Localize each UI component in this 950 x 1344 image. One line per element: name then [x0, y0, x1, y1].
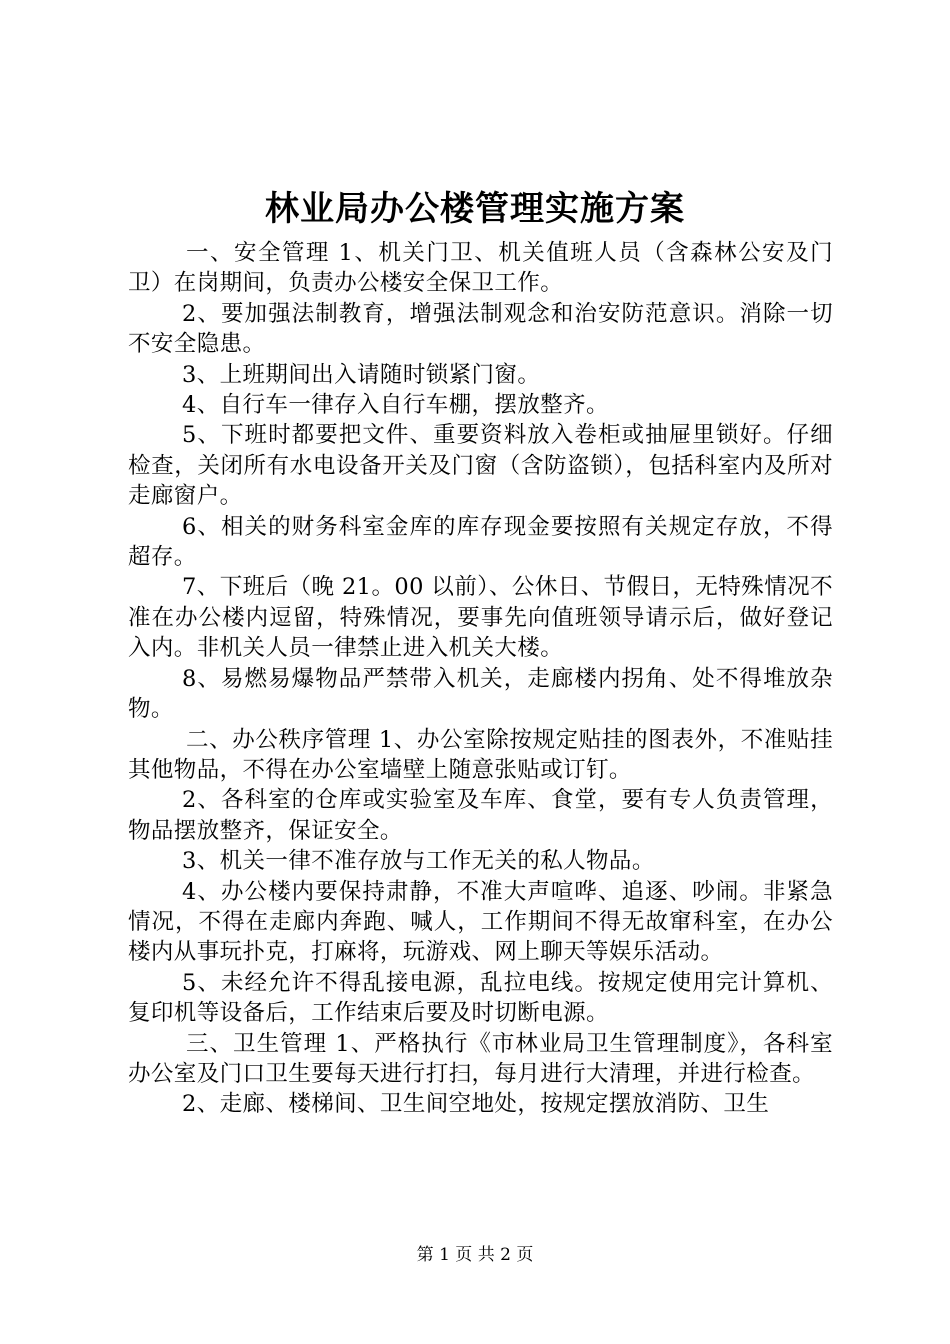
paragraph-item-2: 2、要加强法制教育，增强法制观念和治安防范意识。消除一切不安全隐患。 [128, 300, 833, 358]
paragraph-item-2: 2、各科室的仓库或实验室及车库、食堂，要有专人负责管理，物品摆放整齐，保证安全。 [128, 787, 833, 844]
paragraph-item-6: 6、相关的财务科室金库的库存现金要按照有关规定存放，不得超存。 [128, 513, 833, 571]
paragraph-item-5: 5、下班时都要把文件、重要资料放入卷柜或抽屉里锁好。仔细检查，关闭所有水电设备开关及门窗（含防盗锁），包括科室内及所对走廊窗户。 [128, 422, 833, 510]
paragraph-section-2-item-1: 二、办公秩序管理 1、办公室除按规定贴挂的图表外，不准贴挂其他物品，不得在办公室墙壁上随意张贴或订钉。 [128, 726, 833, 783]
paragraph-item-3: 3、机关一律不准存放与工作无关的私人物品。 [182, 848, 655, 875]
page-number-footer: 第 1 页 共 2 页 [416, 1245, 534, 1265]
paragraph-item-4: 4、办公楼内要保持肃静，不准大声喧哗、追逐、吵闹。非紧急情况，不得在走廊内奔跑、喊人，工作期间不得无故窜科室，在办公楼内从事玩扑克，打麻将，玩游戏、网上聊天等娱乐活动。 [128, 878, 833, 966]
document-body [128, 238, 833, 1120]
paragraph-item-2: 2、走廊、楼梯间、卫生间空地处，按规定摆放消防、卫生 [182, 1091, 770, 1118]
paragraph-item-8: 8、易燃易爆物品严禁带入机关，走廊楼内拐角、处不得堆放杂物。 [128, 665, 833, 723]
document-title: 林业局办公楼管理实施方案 [265, 189, 685, 229]
paragraph-item-7: 7、下班后（晚 21。00 以前）、公休日、节假日，无特殊情况不准在办公楼内逗留，特殊情况，要事先向值班领导请示后，做好登记入内。非机关人员一律禁止进入机关大楼。 [128, 574, 833, 662]
paragraph-section-1-item-1: 一、安全管理 1、机关门卫、机关值班人员（含森林公安及门卫）在岗期间，负责办公楼安全保卫工作。 [128, 240, 833, 297]
paragraph-item-5: 5、未经允许不得乱接电源，乱拉电线。按规定使用完计算机、复印机等设备后，工作结束后要及时切断电源。 [128, 969, 833, 1027]
paragraph-item-3: 3、上班期间出入请随时锁紧门窗。 [182, 361, 541, 388]
paragraph-section-3-item-1: 三、卫生管理 1、严格执行《市林业局卫生管理制度》，各科室办公室及门口卫生要每天进行打扫，每月进行大清理，并进行检查。 [128, 1030, 833, 1087]
paragraph-item-4: 4、自行车一律存入自行车棚，摆放整齐。 [182, 392, 609, 419]
